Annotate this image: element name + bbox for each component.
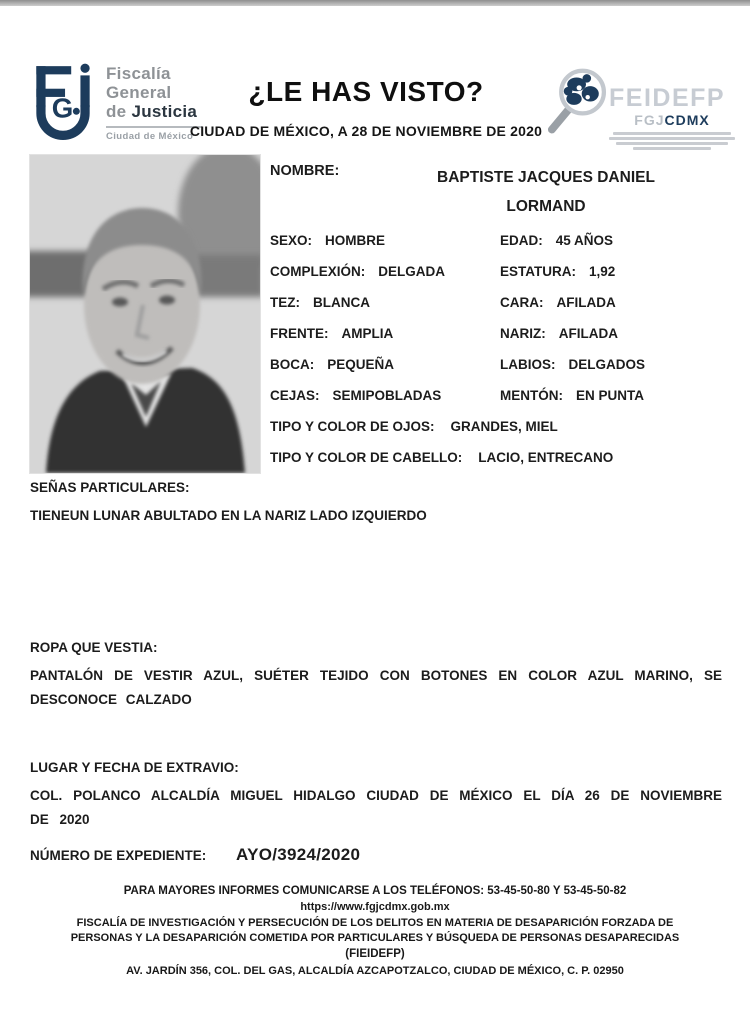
- ropa-text: PANTALÓN DE VESTIR AZUL, SUÉTER TEJIDO CON BOTONES EN COLOR AZUL MARINO, SE DESCONOCE CALZADO: [30, 668, 722, 707]
- footer: [40, 883, 710, 979]
- footer-phones: PARA MAYORES INFORMES COMUNICARSE A LOS TELÉFONOS: 53-45-50-80 Y 53-45-50-82: [123, 885, 627, 897]
- feidefp-logo: [545, 60, 735, 150]
- poster-heading: [178, 76, 554, 139]
- footer-agency-acronym: (FIEIDEFP): [345, 948, 405, 960]
- field-labios: LABIOS: DELGADOS: [500, 357, 646, 372]
- section-ropa: [30, 640, 722, 712]
- name-value: BAPTISTE JACQUES DANIEL LORMAND: [437, 169, 655, 215]
- magnifier-puzzle-globe-icon: [545, 60, 615, 148]
- dateline: CIUDAD DE MÉXICO, A 28 DE NOVIEMBRE DE 2020: [189, 123, 543, 139]
- field-estatura: ESTATURA: 1,92: [500, 264, 616, 279]
- senas-text: TIENEUN LUNAR ABULTADO EN LA NARIZ LADO IZQUIERDO: [30, 508, 427, 523]
- field-boca: BOCA: PEQUEÑA: [270, 357, 395, 372]
- field-ojos: TIPO Y COLOR DE OJOS: GRANDES, MIEL: [270, 419, 558, 434]
- lugar-text: COL. POLANCO ALCALDÍA MIGUEL HIDALGO CIUDAD DE MÉXICO EL DÍA 26 DE NOVIEMBRE DE 2020: [30, 788, 722, 827]
- field-frente: FRENTE: AMPLIA: [270, 326, 394, 341]
- field-tez: TEZ: BLANCA: [270, 295, 370, 310]
- page-title: ¿LE HAS VISTO?: [248, 76, 484, 107]
- fgj-logo-city: Ciudad de México: [106, 131, 194, 142]
- field-edad: EDAD: 45 AÑOS: [500, 233, 614, 248]
- senas-label: SEÑAS PARTICULARES:: [30, 480, 190, 495]
- feidefp-fine-print: [609, 132, 735, 150]
- section-lugar-fecha: [30, 760, 722, 832]
- field-sexo: SEXO: HOMBRE: [270, 233, 386, 248]
- missing-person-photo: [30, 155, 260, 473]
- footer-address: AV. JARDÍN 356, COL. DEL GAS, ALCALDÍA AZCAPOTZALCO, CIUDAD DE MÉXICO, C. P. 02950: [126, 965, 624, 977]
- fgj-logo-line2: General: [106, 83, 172, 102]
- footer-agency: FISCALÍA DE INVESTIGACIÓN Y PERSECUCIÓN DE LOS DELITOS EN MATERIA DE DESAPARICIÓN FORZADA DE PERSONAS Y LA DESAPARICIÓN COMETIDA POR PARTICULARES Y BÚSQUEDA DE PERSONAS DESAPARECIDAS: [70, 917, 680, 944]
- top-scan-bar: [0, 0, 750, 6]
- name-label: NOMBRE:: [270, 163, 340, 179]
- expediente-label: NÚMERO DE EXPEDIENTE:: [30, 848, 207, 863]
- fgj-logo-line3: de Justicia: [106, 102, 198, 121]
- section-senas-particulares: [30, 480, 722, 528]
- field-nariz: NARIZ: AFILADA: [500, 326, 618, 341]
- field-cejas: CEJAS: SEMIPOBLADAS: [270, 388, 442, 403]
- fgj-logo-line1: Fiscalía: [106, 64, 171, 83]
- feidefp-logo-text: [609, 60, 735, 150]
- lugar-label: LUGAR Y FECHA DE EXTRAVIO:: [30, 760, 239, 775]
- expediente-number: AYO/3924/2020: [236, 845, 361, 864]
- feidefp-acronym: FEIDEFP: [609, 84, 726, 112]
- field-cara: CARA: AFILADA: [500, 295, 616, 310]
- field-cabello: TIPO Y COLOR DE CABELLO: LACIO, ENTRECANO: [270, 450, 614, 465]
- fgj-logo: [30, 60, 202, 142]
- section-expediente: [30, 845, 722, 865]
- feidefp-subtitle: FGJCDMX: [634, 112, 710, 128]
- fgj-monogram-icon: [30, 60, 96, 140]
- footer-url: https://www.fgjcdmx.gob.mx: [300, 901, 450, 913]
- svg-text:G: G: [51, 92, 74, 124]
- ropa-label: ROPA QUE VESTIA:: [30, 640, 158, 655]
- field-complexion: COMPLEXIÓN: DELGADA: [270, 264, 446, 279]
- field-menton: MENTÓN: EN PUNTA: [500, 388, 645, 403]
